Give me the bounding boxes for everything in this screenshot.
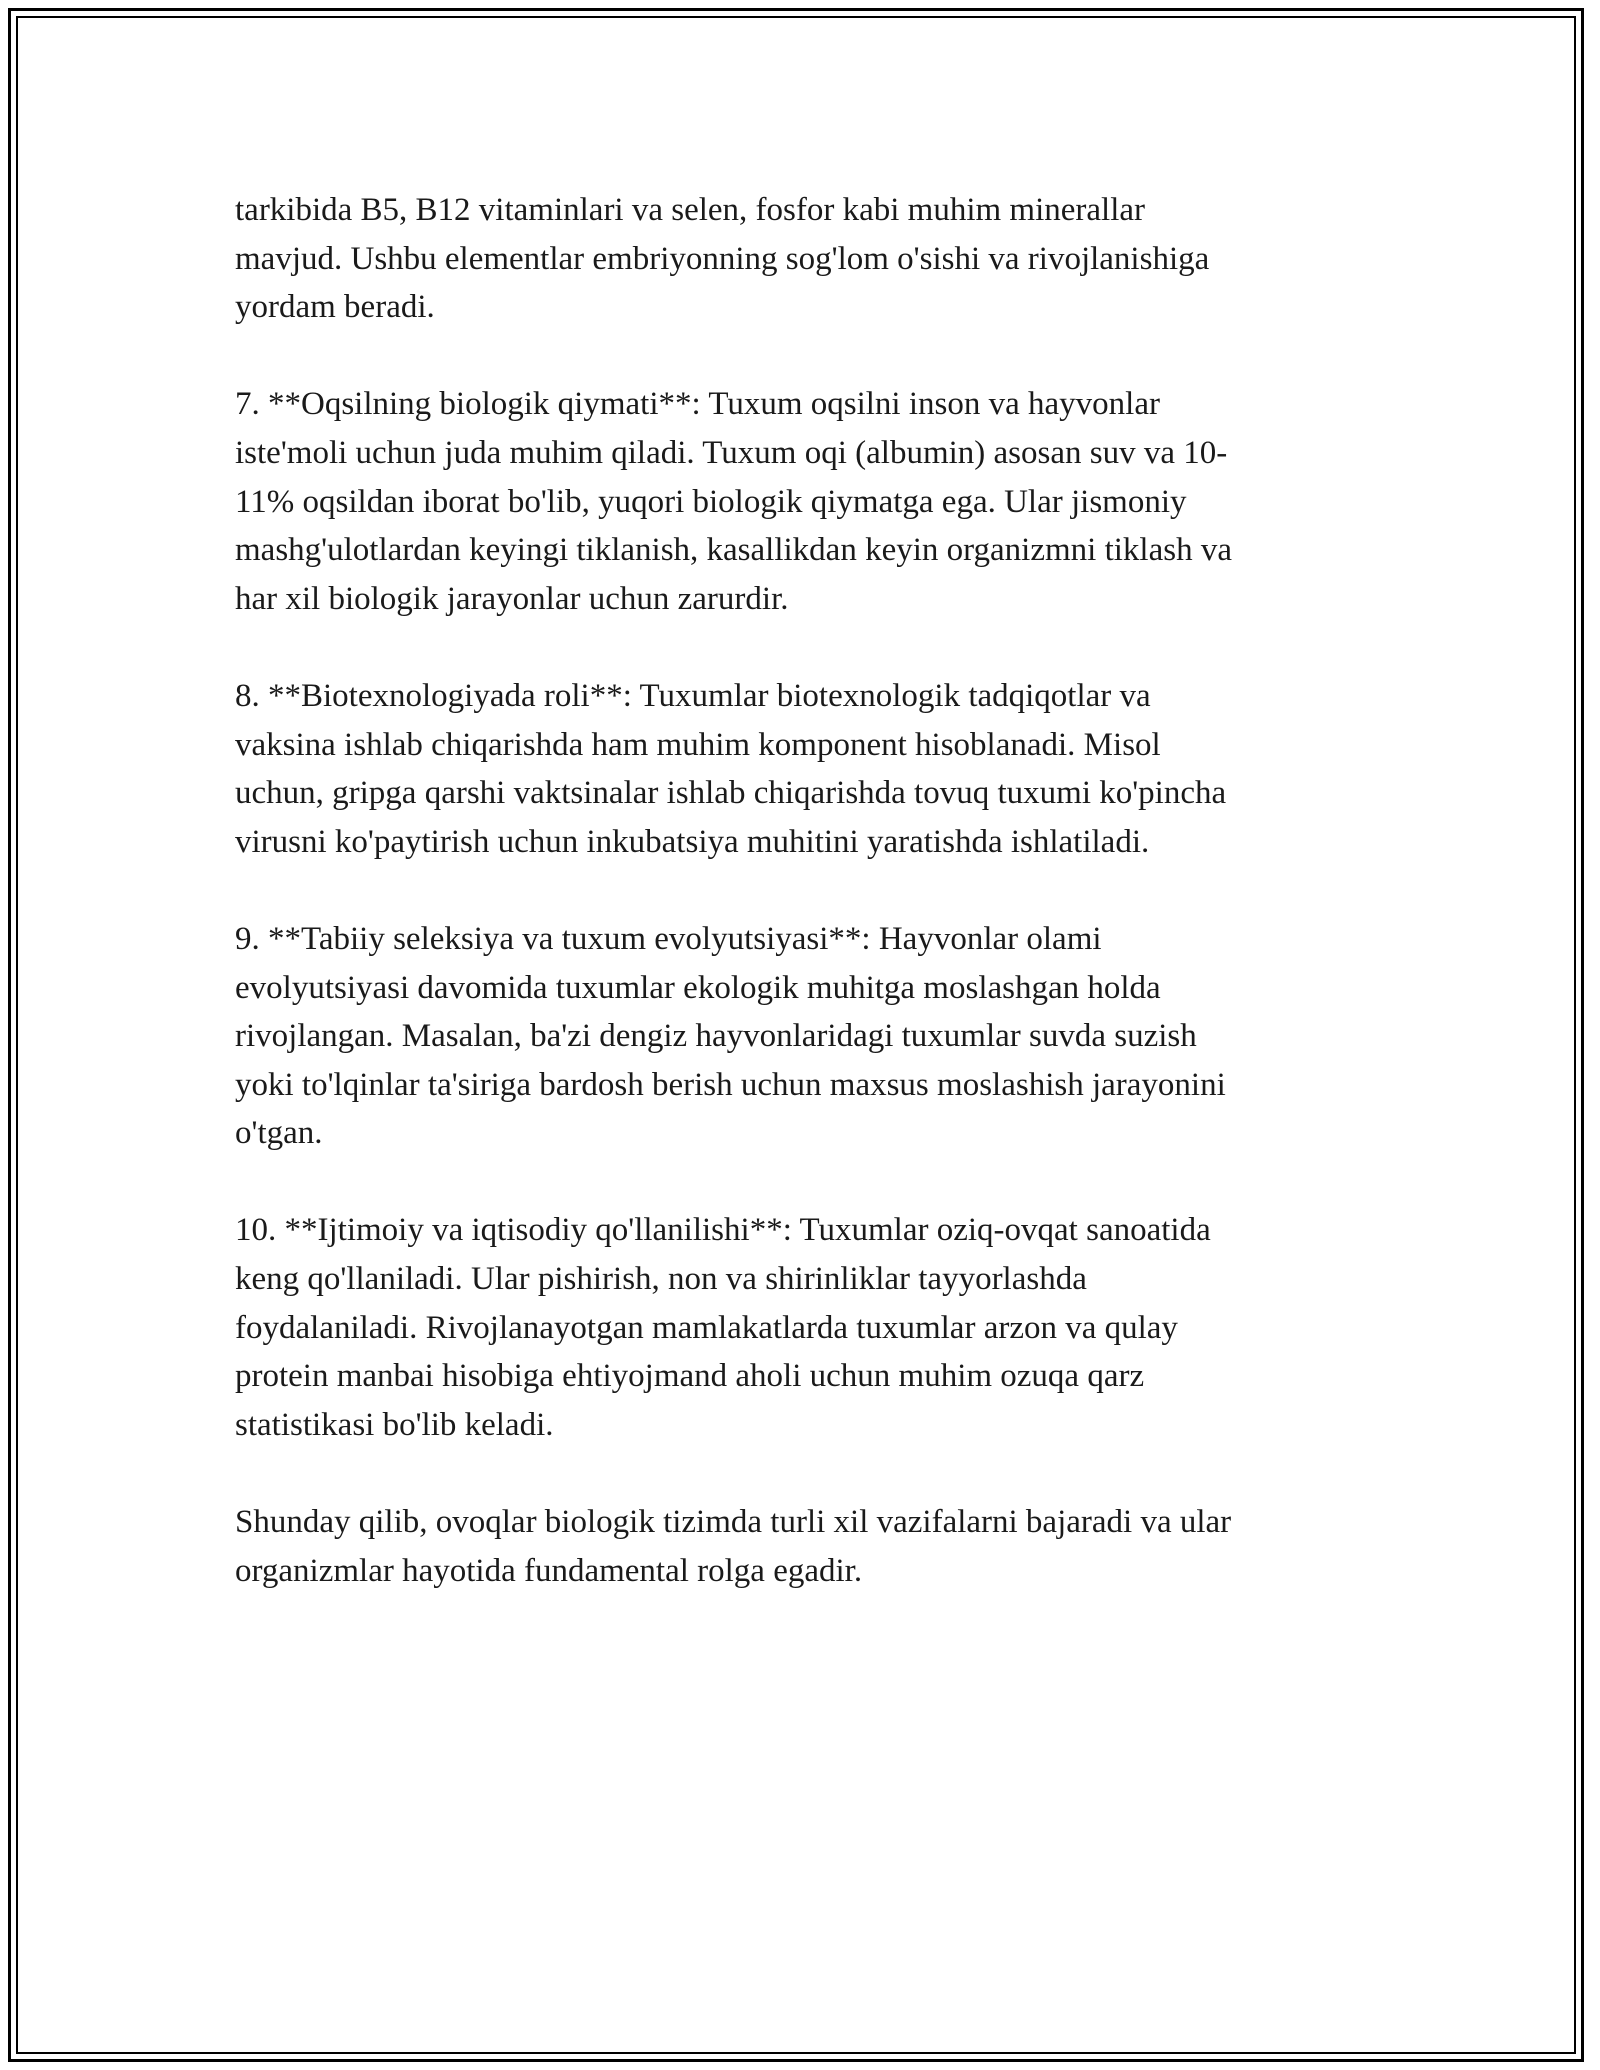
paragraph-protein-value: 7. **Oqsilning biologik qiymati**: Tuxum oqsilni inson va hayvonlar iste'moli uchun juda muhim qiladi. Tuxum oqi (albumin) asosan suv va 10- 11% oqsildan iborat bo'lib, yuqori biologik qiymatga ega. Ular jismoniy mashg'ulotlardan keyingi tiklanish, kasallikdan keyin organizmni tiklash va har xil biologik jarayonlar uchun zarurdir.	[235, 386, 1232, 617]
document-body	[235, 186, 1355, 1644]
paragraph-vitamins-continuation: tarkibida B5, B12 vitaminlari va selen, fosfor kabi muhim minerallar mavjud. Ushbu elementlar embriyonning sog'lom o'sishi va rivojlanishiga yordam beradi.	[235, 192, 1210, 326]
paragraph-natural-selection: 9. **Tabiiy seleksiya va tuxum evolyutsiyasi**: Hayvonlar olami evolyutsiyasi davomida tuxumlar ekologik muhitga moslashgan holda rivojlangan. Masalan, ba'zi dengiz hayvonlaridagi tuxumlar suvda suzish yoki to'lqinlar ta'siriga bardosh berish uchun maxsus moslashish jarayonini o'tgan.	[235, 920, 1226, 1152]
paragraph-biotechnology-role: 8. **Biotexnologiyada roli**: Tuxumlar biotexnologik tadqiqotlar va vaksina ishlab chiqarishda ham muhim komponent hisoblanadi. Misol uchun, gripga qarshi vaktsinalar ishlab chiqarishda tovuq tuxumi ko'pincha virusni ko'paytirish uchun inkubatsiya muhitini yaratishda ishlatiladi.	[235, 677, 1227, 860]
paragraph-conclusion: Shunday qilib, ovoqlar biologik tizimda turli xil vazifalarni bajaradi va ular organizmlar hayotida fundamental rolga egadir.	[235, 1504, 1232, 1589]
paragraph-social-economic-use: 10. **Ijtimoiy va iqtisodiy qo'llanilishi**: Tuxumlar oziq-ovqat sanoatida keng qo'llaniladi. Ular pishirish, non va shirinliklar tayyorlashda foydalaniladi. Rivojlanayotgan mamlakatlarda tuxumlar arzon va qulay protein manbai hisobiga ehtiyojmand aholi uchun muhim ozuqa qarz statistikasi bo'lib keladi.	[235, 1212, 1211, 1443]
